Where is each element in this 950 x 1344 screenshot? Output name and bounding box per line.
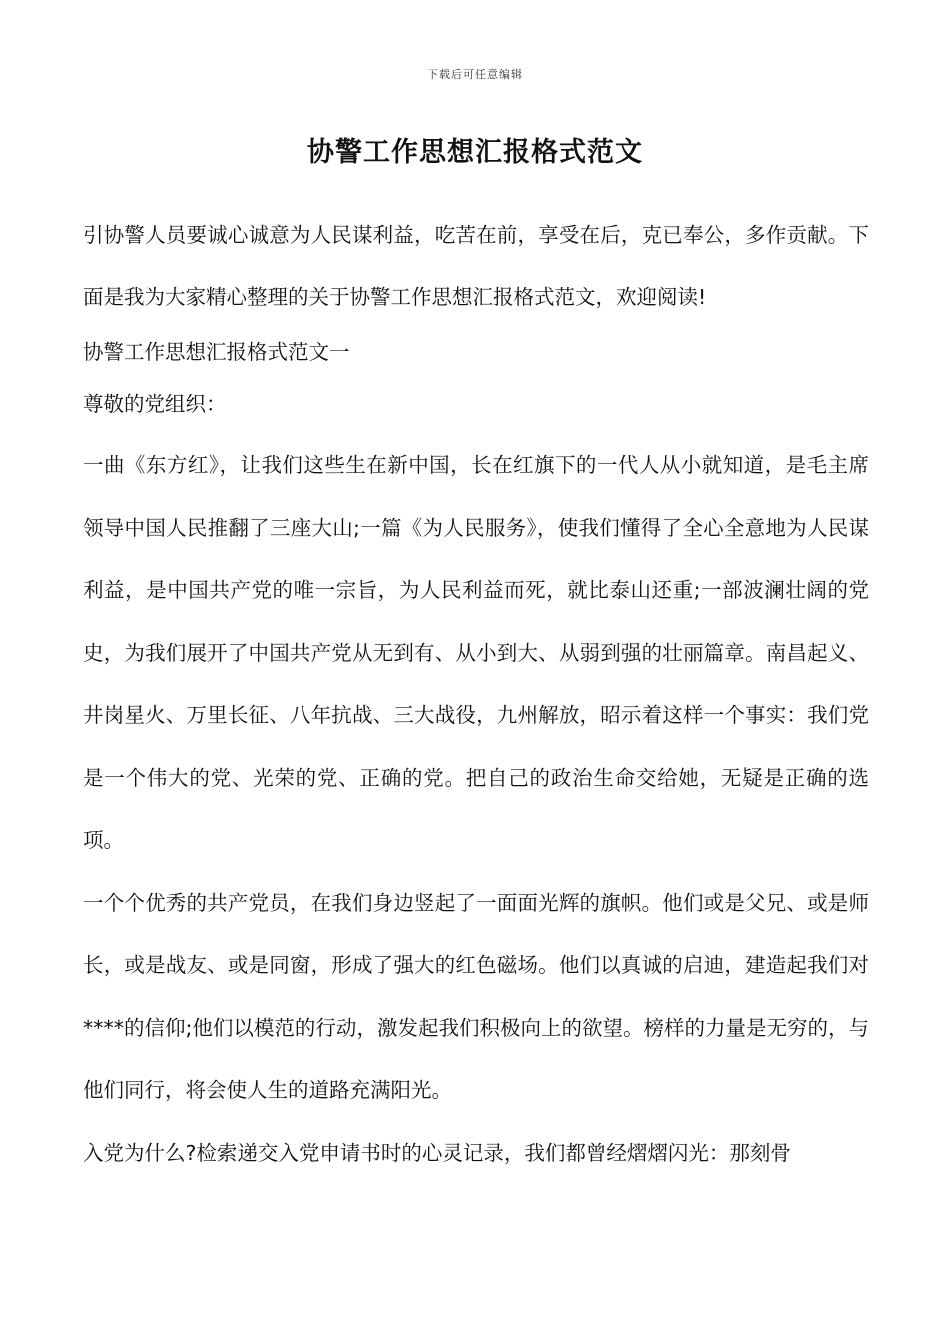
body-paragraph: 一个个优秀的共产党员，在我们身边竖起了一面面光辉的旗帜。他们或是父兄、或是师长，或是战友、或是同窗，形成了强大的红色磁场。他们以真诚的启迪，建造起我们对****的信仰;他们以模范的行动，激发起我们积极向上的欲望。榜样的力量是无穷的，与他们同行，将会使人生的道路充满阳光。 <box>83 890 869 1102</box>
document-body <box>83 219 869 1184</box>
body-paragraph: 入党为什么?检索递交入党申请书时的心灵记录，我们都曾经熠熠闪光：那刻骨 <box>83 1140 791 1165</box>
salutation: 尊敬的党组织： <box>83 392 227 416</box>
body-paragraph: 一曲《东方红》，让我们这些生在新中国，长在红旗下的一代人从小就知道，是毛主席领导中国人民推翻了三座大山;一篇《为人民服务》，使我们懂得了全心全意地为人民谋利益，是中国共产党的唯一宗旨，为人民利益而死，就比泰山还重;一部波澜壮阔的党史，为我们展开了中国共产党从无到有、从小到大、从弱到强的壮丽篇章。南昌起义、井岗星火、万里长征、八年抗战、三大战役，九州解放，昭示着这样一个事实：我们党是一个伟大的党、光荣的党、正确的党。把自己的政治生命交给她，无疑是正确的选项。 <box>83 453 869 852</box>
intro-paragraph: 引协警人员要诚心诚意为人民谋利益，吃苦在前，享受在后，克已奉公，多作贡献。下面是我为大家精心整理的关于协警工作思想汇报格式范文，欢迎阅读! <box>83 223 869 309</box>
document-title: 协警工作思想汇报格式范文 <box>307 137 643 168</box>
section-heading: 协警工作思想汇报格式范文一 <box>83 340 350 364</box>
header-note: 下载后可任意编辑 <box>427 68 523 81</box>
